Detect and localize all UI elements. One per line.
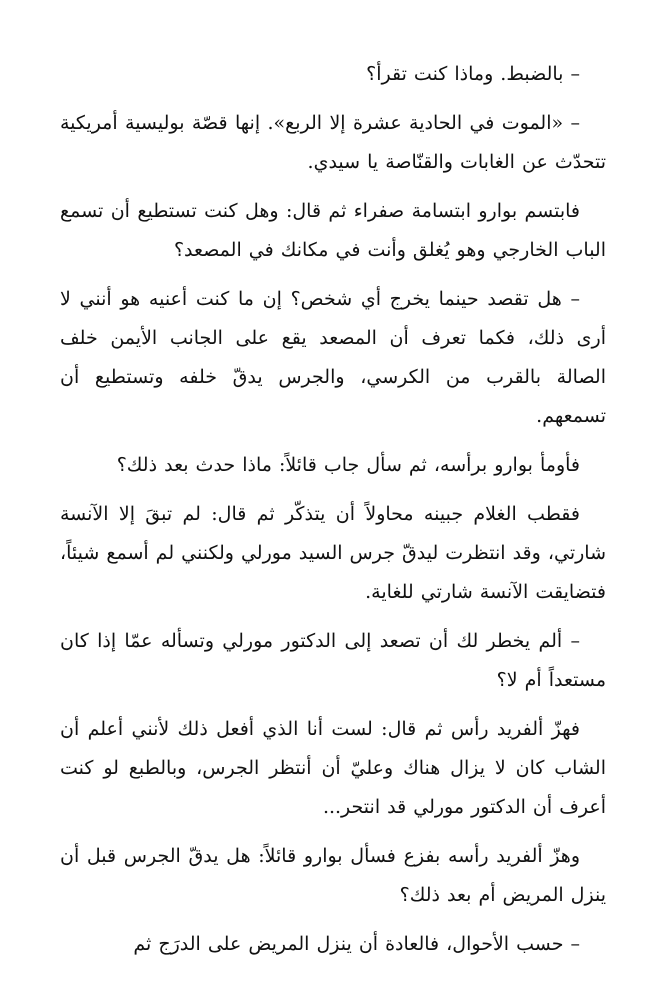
paragraph-6: فقطب الغلام جبينه محاولاً أن يتذكّر ثم قال: لم تبقَ إلا الآنسة شارتي، وقد انتظرت ليدقّ جرس السيد مورلي ولكنني لم أسمع شيئاً، فتضايقت الآنسة شارتي للغاية.	[60, 503, 606, 603]
paragraph-3: فابتسم بوارو ابتسامة صفراء ثم قال: وهل كنت تستطيع أن تسمع الباب الخارجي وهو يُغلق وأنت في مكانك في المصعد؟	[60, 200, 606, 261]
paragraph-9: وهزّ ألفريد رأسه بفزع فسأل بوارو قائلاً: هل يدقّ الجرس قبل أن ينزل المريض أم بعد ذلك؟	[60, 845, 606, 906]
paragraph-5: فأومأ بوارو برأسه، ثم سأل جاب قائلاً: ماذا حدث بعد ذلك؟	[116, 454, 580, 476]
paragraph-7: – ألم يخطر لك أن تصعد إلى الدكتور مورلي وتسأله عمّا إذا كان مستعداً أم لا؟	[60, 630, 606, 691]
paragraph-1: – بالضبط. وماذا كنت تقرأ؟	[366, 63, 580, 85]
book-page	[60, 55, 606, 974]
paragraph-2: – «الموت في الحادية عشرة إلا الربع». إنها قصّة بوليسية أمريكية تتحدّث عن الغابات والقنّاصة يا سيدي.	[60, 112, 606, 173]
paragraph-10: – حسب الأحوال، فالعادة أن ينزل المريض على الدرَج ثم	[133, 933, 580, 955]
paragraph-4: – هل تقصد حينما يخرج أي شخص؟ إن ما كنت أعنيه هو أنني لا أرى ذلك، فكما تعرف أن المصعد يقع على الجانب الأيمن خلف الصالة بالقرب من الكرسي، والجرس يدقّ خلفه وتستطيع أن تسمعهم.	[60, 288, 606, 427]
paragraph-8: فهزّ ألفريد رأس ثم قال: لست أنا الذي أفعل ذلك لأنني أعلم أن الشاب كان لا يزال هناك وعليّ أن أنتظر الجرس، وبالطبع لو كنت أعرف أن الدكتور مورلي قد انتحر...	[60, 718, 606, 818]
